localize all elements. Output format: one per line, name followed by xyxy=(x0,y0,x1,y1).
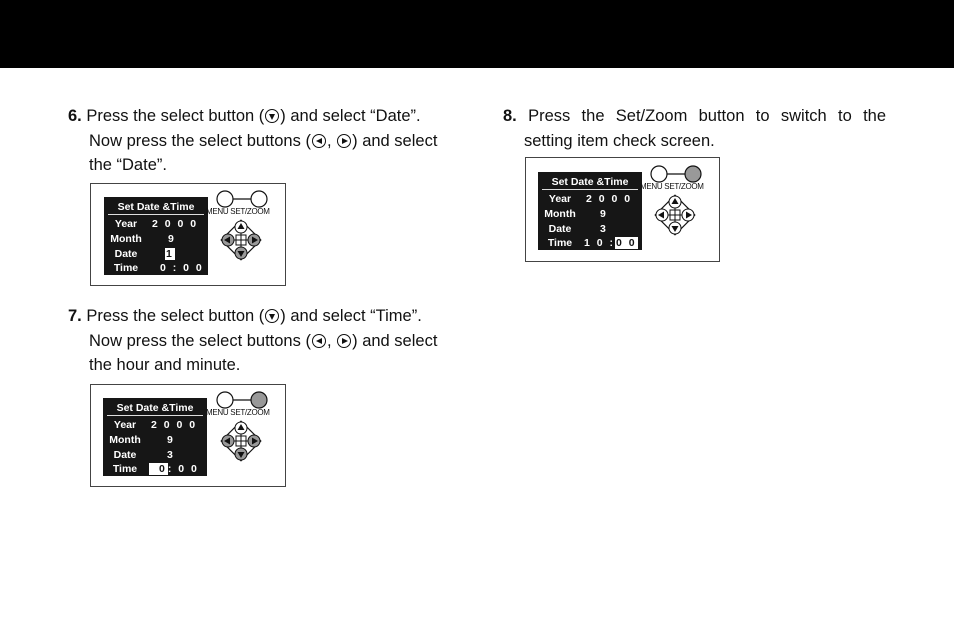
select-right-icon xyxy=(337,334,351,348)
camera-screen: Set Date &Time Year 2 0 0 0 Month 9 Date 3 Time 1 0 :0 0 xyxy=(538,172,642,250)
minute-value-highlight: 0 0 xyxy=(616,237,637,249)
header-bar xyxy=(0,0,954,68)
menu-button xyxy=(217,392,233,408)
camera-screen: Set Date &Time Year 2 0 0 0 Month 9 Date 3 Time 0: 0 0 xyxy=(103,398,207,476)
figure-step-8 xyxy=(525,157,720,262)
control-label: MENU SET/ZOOM xyxy=(206,207,270,216)
control-panel xyxy=(206,389,285,469)
control-label: MENU SET/ZOOM xyxy=(206,408,270,417)
control-label: MENU SET/ZOOM xyxy=(640,182,704,191)
month-value: 9 xyxy=(168,233,176,245)
date-value-highlight: 1 xyxy=(166,248,174,260)
set-zoom-button xyxy=(251,392,267,408)
year-value: 2 0 0 0 xyxy=(152,218,199,230)
date-value: 3 xyxy=(600,223,608,235)
step-6: 6. Press the select button ( ) and select “Date”. Now press the select buttons ( , ) and select the “Date”. xyxy=(68,107,438,174)
time-value: 0 : 0 0 xyxy=(160,262,204,274)
step-number: 7. xyxy=(68,307,82,325)
step-number: 6. xyxy=(68,107,82,125)
figure-step-6 xyxy=(90,183,286,286)
set-zoom-button xyxy=(251,191,267,207)
month-value: 9 xyxy=(167,434,175,446)
step-number: 8. xyxy=(503,107,517,125)
hour-value-highlight: 0 xyxy=(149,463,168,475)
camera-screen: Set Date &Time Year 2 0 0 0 Month 9 Date 1 Time 0 : 0 0 xyxy=(104,197,208,275)
screen-title: Set Date &Time xyxy=(107,401,203,416)
control-buttons xyxy=(209,389,285,471)
step-8: 8. Press the Set/Zoom button to switch to the setting item check screen. xyxy=(503,107,887,150)
year-value: 2 0 0 0 xyxy=(586,193,633,205)
year-value: 2 0 0 0 xyxy=(151,419,198,431)
select-left-icon xyxy=(312,334,326,348)
select-down-icon xyxy=(265,309,279,323)
set-zoom-button xyxy=(685,166,701,182)
select-down-icon xyxy=(265,109,279,123)
screen-title: Set Date &Time xyxy=(108,200,204,215)
control-panel xyxy=(206,188,285,268)
step-7: 7. Press the select button ( ) and select “Time”. Now press the select buttons ( , ) and select the hour and minute. xyxy=(68,307,438,374)
month-value: 9 xyxy=(600,208,608,220)
menu-button xyxy=(651,166,667,182)
control-buttons xyxy=(209,188,285,270)
menu-button xyxy=(217,191,233,207)
figure-step-7 xyxy=(90,384,286,487)
select-right-icon xyxy=(337,134,351,148)
control-panel xyxy=(640,163,719,243)
select-left-icon xyxy=(312,134,326,148)
hour-value: 1 0 : xyxy=(584,237,616,249)
screen-title: Set Date &Time xyxy=(542,175,638,190)
minute-value: : 0 0 xyxy=(167,463,199,475)
control-buttons xyxy=(643,163,719,245)
date-value: 3 xyxy=(167,449,175,461)
